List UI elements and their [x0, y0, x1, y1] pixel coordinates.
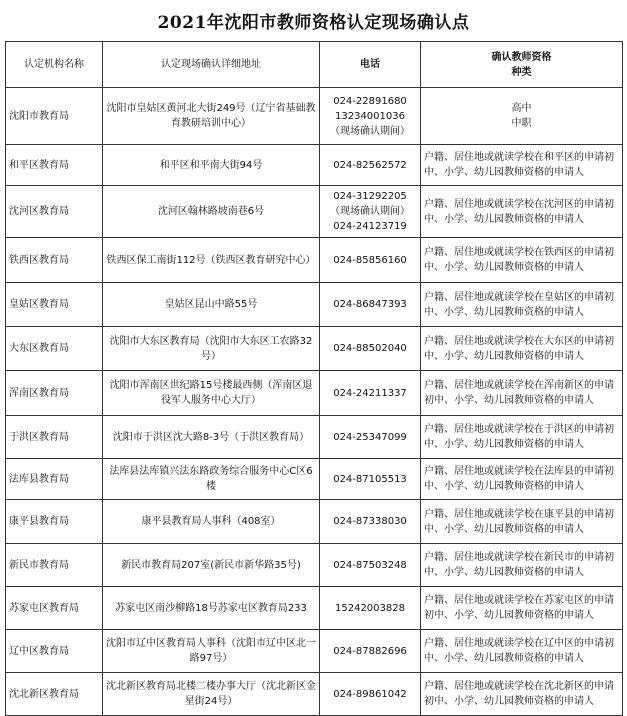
phone-line: 024-87503248 [333, 559, 407, 571]
qualification-type-line: 户籍、居住地或就读学校在和平区的申请初中、小学、幼儿园教师资格的申请人 [424, 152, 614, 178]
header-phone: 电话 [320, 42, 421, 88]
qualification-types-cell [421, 186, 623, 238]
address-cell: 沈阳市辽中区教育局人事科（沈阳市辽中区北一路97号） [103, 630, 320, 673]
org-name-cell: 沈河区教育局 [6, 186, 103, 238]
table-row [6, 630, 623, 673]
qualification-type-line: 户籍、居住地或就读学校在铁西区的申请初中、小学、幼儿园教师资格的申请人 [424, 247, 614, 273]
qualification-type-line: 户籍、居住地或就读学校在辽中区的申请初中、小学、幼儿园教师资格的申请人 [424, 638, 614, 664]
table-header-row [6, 42, 623, 88]
org-name-cell: 辽中区教育局 [6, 630, 103, 673]
qualification-type-line: 户籍、居住地或就读学校在皇姑区的申请初中、小学、幼儿园教师资格的申请人 [424, 291, 614, 318]
qualification-types-cell [421, 327, 623, 371]
qualification-types-cell [421, 88, 623, 145]
org-name-cell: 康平县教育局 [6, 500, 103, 544]
address-cell: 新民市教育局207室(新民市新华路35号) [103, 544, 320, 587]
qualification-types-cell [421, 371, 623, 416]
phone-cell [320, 587, 421, 630]
address-cell: 沈阳市于洪区沈大路8-3号（于洪区教育局） [103, 416, 320, 459]
qualification-type-line: 户籍、居住地或就读学校在新民市的申请初中、小学、幼儿园教师资格的申请人 [424, 552, 614, 578]
address-cell: 皇姑区昆山中路55号 [103, 283, 320, 327]
phone-cell [320, 673, 421, 716]
phone-line: 024-87338030 [333, 516, 407, 527]
qualification-types-cell [421, 283, 623, 327]
table-row [6, 186, 623, 238]
header-types-line1: 确认教师资格 [491, 51, 552, 63]
address-cell: 康平县教育局人事科（408室） [103, 500, 320, 544]
phone-line: 024-85856160 [333, 254, 407, 266]
address-cell: 法库县法库镇兴法东路政务综合服务中心C区6楼 [103, 459, 320, 500]
table-row [6, 371, 623, 416]
org-name-cell: 大东区教育局 [6, 327, 103, 371]
org-name-cell: 沈阳市教育局 [6, 88, 103, 145]
phone-cell [320, 416, 421, 459]
org-name-cell: 法库县教育局 [6, 459, 103, 500]
table-row [6, 587, 623, 630]
phone-line: 024-82562572 [333, 159, 407, 171]
qualification-type-line: 户籍、居住地或就读学校在苏家屯区的申请初中、小学、幼儿园教师资格的申请人 [424, 595, 614, 621]
phone-line: 024-24123719 [333, 221, 407, 232]
phone-cell [320, 238, 421, 283]
header-types-line2: 种类 [511, 66, 532, 78]
address-cell: 苏家屯区南沙柳路18号苏家屯区教育局233 [103, 587, 320, 630]
phone-line: 024-86847393 [333, 299, 407, 310]
header-types [421, 42, 623, 88]
phone-line: 13234001036 [335, 110, 405, 122]
phone-cell [320, 630, 421, 673]
address-cell: 和平区和平南大街94号 [103, 145, 320, 186]
phone-line: 024-88502040 [333, 343, 407, 354]
header-address: 认定现场确认详细地址 [103, 42, 320, 88]
phone-cell [320, 88, 421, 145]
qualification-type-line: 户籍、居住地或就读学校在大东区的申请初中、小学、幼儿园教师资格的申请人 [424, 335, 614, 362]
org-name-cell: 苏家屯区教育局 [6, 587, 103, 630]
table-row [6, 88, 623, 145]
qualification-types-cell [421, 587, 623, 630]
table-row [6, 145, 623, 186]
qualification-type-line: 户籍、居住地或就读学校在浑南新区的申请初中、小学、幼儿园教师资格的申请人 [424, 380, 614, 406]
qualification-types-cell [421, 544, 623, 587]
qualification-types-cell [421, 630, 623, 673]
table-row [6, 500, 623, 544]
phone-cell [320, 145, 421, 186]
table-row [6, 416, 623, 459]
page-title: 2021年沈阳市教师资格认定现场确认点 [157, 12, 470, 33]
phone-line: 024-87882696 [333, 645, 407, 657]
table-row [6, 238, 623, 283]
qualification-type-line: 户籍、居住地或就读学校在法库县的申请初中、小学、幼儿园教师资格的申请人 [424, 466, 614, 492]
table-row [6, 673, 623, 716]
phone-line: （现场确认期间） [330, 125, 410, 137]
phone-line: 024-87105513 [333, 473, 407, 485]
org-name-cell: 新民市教育局 [6, 544, 103, 587]
org-name-cell: 浑南区教育局 [6, 371, 103, 416]
confirmation-points-table [5, 41, 623, 716]
qualification-type-line: 户籍、居住地或就读学校在沈北新区的申请初中、小学、幼儿园教师资格的申请人 [424, 681, 614, 707]
header-org: 认定机构名称 [6, 42, 103, 88]
phone-cell [320, 283, 421, 327]
qualification-types-cell [421, 145, 623, 186]
qualification-types-cell [421, 238, 623, 283]
phone-line: （现场确认期间） [330, 206, 410, 217]
address-cell: 沈北新区教育局北楼二楼办事大厅（沈北新区金星街24号） [103, 673, 320, 716]
phone-cell [320, 500, 421, 544]
org-name-cell: 于洪区教育局 [6, 416, 103, 459]
phone-line: 024-25347099 [333, 431, 407, 443]
qualification-type-line: 中职 [511, 118, 532, 129]
qualification-type-line: 高中 [511, 103, 532, 114]
org-name-cell: 铁西区教育局 [6, 238, 103, 283]
org-name-cell: 和平区教育局 [6, 145, 103, 186]
table-row [6, 327, 623, 371]
address-cell: 沈阳市大东区教育局（沈阳市大东区工农路32号） [103, 327, 320, 371]
phone-line: 024-24211337 [333, 387, 407, 399]
phone-cell [320, 544, 421, 587]
phone-line: 024-89861042 [333, 688, 407, 700]
qualification-types-cell [421, 500, 623, 544]
org-name-cell: 皇姑区教育局 [6, 283, 103, 327]
qualification-type-line: 户籍、居住地或就读学校在沈河区的申请初中、小学、幼儿园教师资格的申请人 [424, 198, 614, 225]
address-cell: 铁西区保工南街112号（铁西区教育研究中心） [103, 238, 320, 283]
phone-line: 024-31292205 [333, 191, 407, 202]
phone-cell [320, 327, 421, 371]
phone-line: 024-22891680 [333, 95, 407, 107]
qualification-type-line: 户籍、居住地或就读学校在于洪区的申请初中、小学、幼儿园教师资格的申请人 [424, 424, 614, 450]
org-name-cell: 沈北新区教育局 [6, 673, 103, 716]
table-row [6, 544, 623, 587]
phone-cell [320, 186, 421, 238]
phone-line: 15242003828 [335, 602, 405, 614]
qualification-types-cell [421, 459, 623, 500]
address-cell: 沈河区翰林路坡南巷6号 [103, 186, 320, 238]
qualification-type-line: 户籍、居住地或就读学校在康平县的申请初中、小学、幼儿园教师资格的申请人 [424, 508, 614, 535]
qualification-types-cell [421, 673, 623, 716]
address-cell: 沈阳市浑南区世纪路15号楼最西侧（浑南区退役军人服务中心大厅） [103, 371, 320, 416]
address-cell: 沈阳市皇姑区黄河北大街249号（辽宁省基础教育教研培训中心） [103, 88, 320, 145]
table-row [6, 283, 623, 327]
phone-cell [320, 371, 421, 416]
phone-cell [320, 459, 421, 500]
table-row [6, 459, 623, 500]
qualification-types-cell [421, 416, 623, 459]
